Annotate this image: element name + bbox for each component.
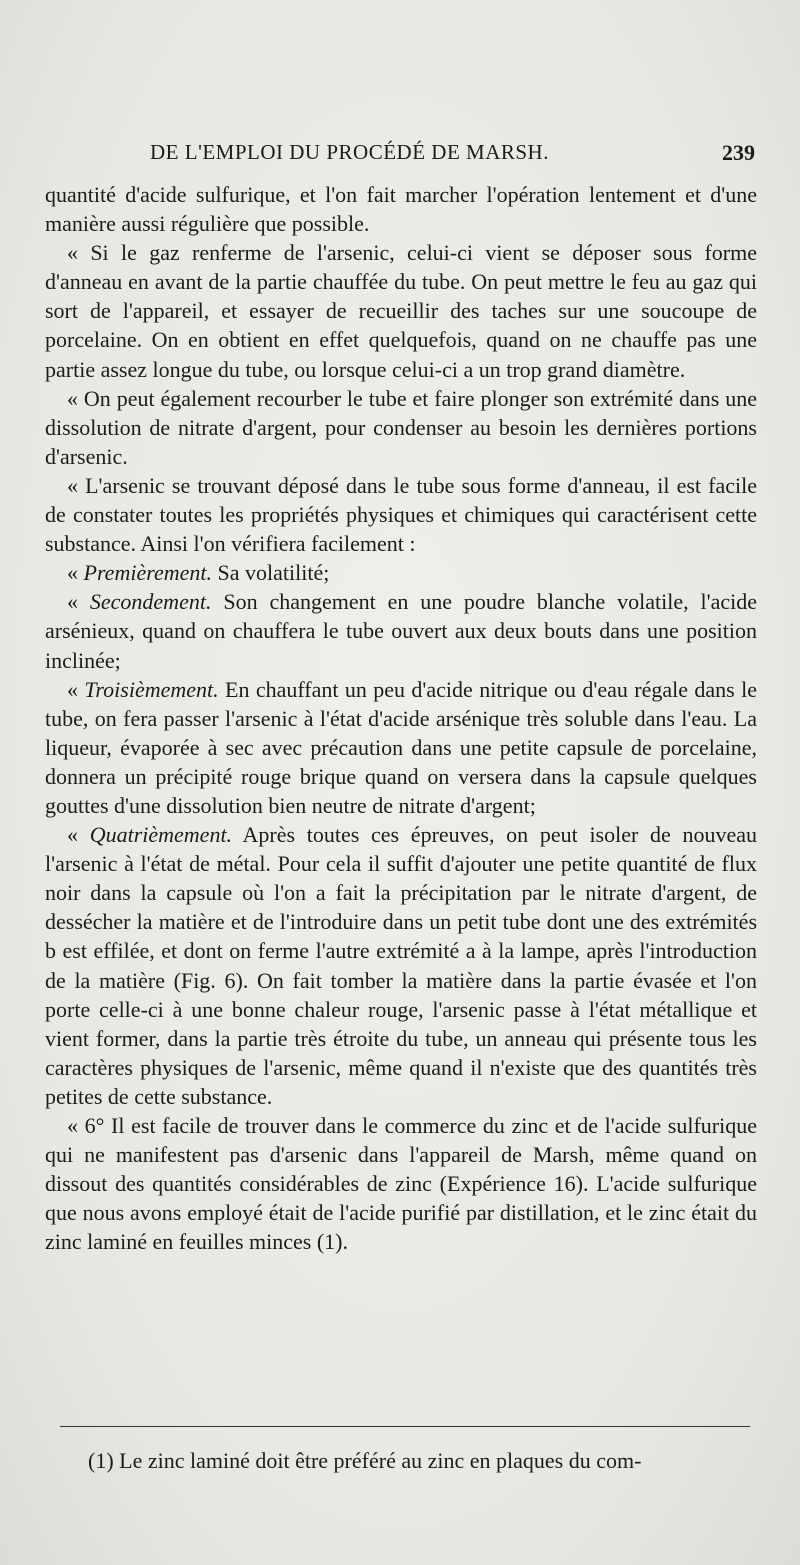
footnote-text: (1) Le zinc laminé doit être préféré au zinc en plaques du com- [88,1448,642,1473]
footnote [88,1446,748,1475]
paragraph-premierement [45,558,757,587]
item-heading: Quatrièmement. [89,822,233,848]
quote-mark: « [67,560,84,586]
item-heading: Secondement. [89,589,212,615]
paragraph-anneau [45,471,757,558]
paragraph-continuation [45,180,757,238]
running-title: DE L'EMPLOI DU PROCÉDÉ DE MARSH. [150,140,549,164]
paragraph-quatriemement [45,820,757,1111]
quote-mark: « [67,676,85,702]
paragraph-text: « L'arsenic se trouvant déposé dans le tube sous forme d'anneau, il est facile de constater toutes les propriétés physiques et chimiques qui caractérisent cette substance. Ainsi l'on vérifiera facilement : [45,472,757,557]
paragraph-text: « 6° Il est facile de trouver dans le commerce du zinc et de l'acide sulfurique qui ne manifestent pas d'arsenic dans l'appareil de Marsh, même quand on dissout des quantités considérables de zinc (Expérience 16). L'acide sulfurique que nous avons employé était de l'acide purifié par distillation, et le zinc était du zinc laminé en feuilles minces (1). [45,1113,757,1255]
paragraph-recourber [45,384,757,471]
paragraph-zinc-commerce [45,1111,757,1256]
body-text [45,180,757,1256]
paragraph-troisiemement [45,675,757,820]
item-heading: Premièrement. [83,560,212,586]
page-header [150,140,755,174]
paragraph-secondement [45,587,757,674]
page-number: 239 [722,140,755,165]
paragraph-text: « On peut également recourber le tube et faire plonger son extrémité dans une dissolution de nitrate d'argent, pour condenser au besoin les dernières portions d'arsenic. [45,385,757,469]
paragraph-text: Son changement en une poudre blanche volatile, l'acide arsénieux, quand on chauffera le tube ouvert aux deux bouts dans une position inclinée; [45,589,758,673]
footnote-divider [60,1426,750,1427]
paragraph-text: « Si le gaz renferme de l'arsenic, celui-ci vient se déposer sous forme d'anneau en avant de la partie chauffée du tube. On peut mettre le feu au gaz qui sort de l'appareil, et essayer de recueillir des taches sur une soucoupe de porcelaine. On en obtient en effet quelquefois, quand on ne chauffe pas une partie assez longue du tube, ou lorsque celui-ci a un trop grand diamètre. [45,240,757,382]
paragraph-text: Après toutes ces épreuves, on peut isoler de nouveau l'arsenic à l'état de métal. Pour cela il suffit d'ajouter une petite quantité de flux noir dans la capsule où l'on a fait la précipitation par le nitrate d'argent, de dessécher la matière et de l'introduire dans un petit tube dont une des extrémités b est effilée, et dont on ferme l'autre extrémité a à la lampe, après l'introduction de la matière (Fig. 6). On fait tomber la matière dans la partie évasée et l'on porte celle-ci à une bonne chaleur rouge, l'arsenic passe à l'état métallique et vient former, dans la partie très étroite du tube, un anneau qui présente tous les caractères physiques de l'arsenic, même quand il n'existe que des quantités très petites de cette substance. [45,822,758,1109]
paragraph-gas-arsenic [45,238,757,383]
paragraph-text: En chauffant un peu d'acide nitrique ou d'eau régale dans le tube, on fera passer l'arsenic à l'état d'acide arsénique très soluble dans l'eau. La liqueur, évaporée à sec avec précaution dans une petite capsule de porcelaine, donnera un précipité rouge brique quand on versera dans la capsule quelques gouttes d'une dissolution bien neutre de nitrate d'argent; [45,676,757,818]
quote-mark: « [67,822,90,848]
paragraph-text: quantité d'acide sulfurique, et l'on fait marcher l'opération lentement et d'une manière aussi régulière que possible. [45,182,757,237]
item-heading: Troisièmement. [84,676,219,702]
quote-mark: « [67,589,90,615]
paragraph-text: Sa volatilité; [212,560,330,586]
